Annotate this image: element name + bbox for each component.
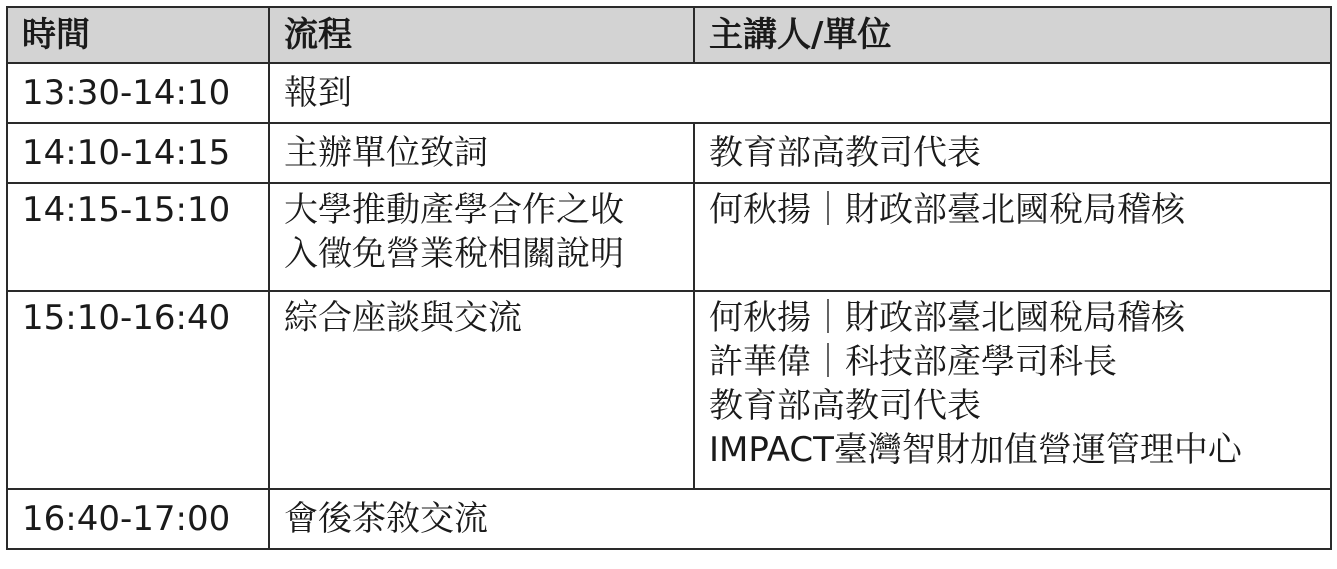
header-speaker: 主講人/單位 (694, 7, 1331, 63)
table-row (7, 291, 1331, 489)
flow-cell (269, 489, 1331, 549)
header-row (7, 7, 1331, 63)
table-row (7, 63, 1331, 123)
header-flow: 流程 (269, 7, 694, 63)
flow-text: 大學推動產學合作之收 (284, 190, 624, 230)
speaker-cell (694, 123, 1331, 183)
time-cell: 14:15-15:10 (7, 183, 269, 291)
flow-cell (269, 291, 694, 489)
header-time: 時間 (7, 7, 269, 63)
speaker-text: 教育部高教司代表 (709, 133, 981, 173)
speaker-cell (694, 183, 1331, 291)
flow-text: 入徵免營業稅相關說明 (284, 234, 624, 274)
time-cell: 13:30-14:10 (7, 63, 269, 123)
flow-cell (269, 183, 694, 291)
table-row (7, 123, 1331, 183)
table-row (7, 183, 1331, 291)
speaker-cell (694, 291, 1331, 489)
flow-text: 報到 (284, 73, 352, 113)
speaker-text: 教育部高教司代表 (709, 386, 981, 426)
speaker-text: 何秋揚｜財政部臺北國稅局稽核 (709, 298, 1185, 338)
flow-cell (269, 123, 694, 183)
speaker-text: 許華偉｜科技部產學司科長 (709, 342, 1117, 382)
flow-text: 主辦單位致詞 (284, 133, 488, 173)
speaker-text: IMPACT臺灣智財加值營運管理中心 (709, 430, 1242, 470)
flow-text: 綜合座談與交流 (284, 298, 522, 338)
speaker-text: 何秋揚｜財政部臺北國稅局稽核 (709, 190, 1185, 230)
flow-text: 會後茶敘交流 (284, 499, 488, 539)
time-cell: 16:40-17:00 (7, 489, 269, 549)
table-row (7, 489, 1331, 549)
agenda-table (6, 6, 1332, 550)
time-cell: 14:10-14:15 (7, 123, 269, 183)
time-cell: 15:10-16:40 (7, 291, 269, 489)
flow-cell (269, 63, 1331, 123)
